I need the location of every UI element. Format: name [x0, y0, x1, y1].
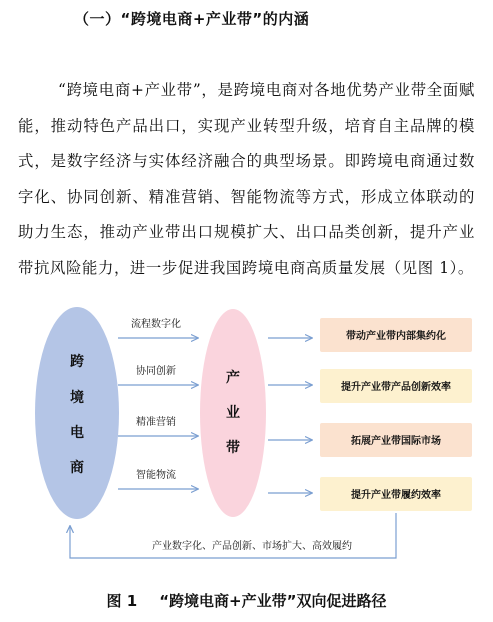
- feedback-label: 产业数字化、产品创新、市场扩大、高效履约: [152, 541, 352, 552]
- center-node-char: 业: [226, 405, 240, 421]
- left-node-char: 商: [70, 460, 84, 476]
- left-node-char: 电: [70, 425, 84, 441]
- center-node-char: 带: [226, 440, 240, 456]
- output-arrows: [268, 338, 312, 493]
- center-node-char: 产: [226, 370, 240, 386]
- input-label: 协同创新: [136, 366, 176, 377]
- outcome-label: 提升产业带产品创新效率: [341, 382, 451, 393]
- left-node-char: 跨: [70, 354, 84, 370]
- industrial-belt-label: [226, 369, 240, 456]
- cross-border-ecommerce-node: [35, 307, 119, 519]
- input-label: 精准营销: [136, 417, 176, 428]
- outcome-label: 带动产业带内部集约化: [346, 331, 446, 342]
- input-arrows: [118, 338, 198, 489]
- outcome-label: 提升产业带履约效率: [351, 490, 441, 501]
- figure-title: “跨境电商+产业带”双向促进路径: [159, 592, 387, 610]
- outcome-label: 拓展产业带国际市场: [351, 436, 441, 447]
- promotion-path-diagram: [0, 296, 493, 572]
- input-label: 流程数字化: [131, 319, 181, 330]
- figure-caption: [0, 590, 493, 611]
- section-heading: （一）“跨境电商+产业带”的内涵: [74, 10, 310, 28]
- body-paragraph: “跨境电商+产业带”，是跨境电商对各地优势产业带全面赋能，推动特色产品出口，实现产业转型升级，培育自主品牌的模式，是数字经济与实体经济融合的典型场景。即跨境电商通过数字化、协同创新、精准营销、智能物流等方式，形成立体联动的助力生态，推动产业带出口规模扩大、出口品类创新，提升产业带抗风险能力，进一步促进我国跨境电商高质量发展（见图 1）。: [18, 81, 475, 277]
- left-node-char: 境: [70, 390, 84, 406]
- outcome-boxes: [320, 318, 472, 511]
- input-label: 智能物流: [136, 470, 176, 481]
- figure-number: 图 1: [106, 592, 138, 610]
